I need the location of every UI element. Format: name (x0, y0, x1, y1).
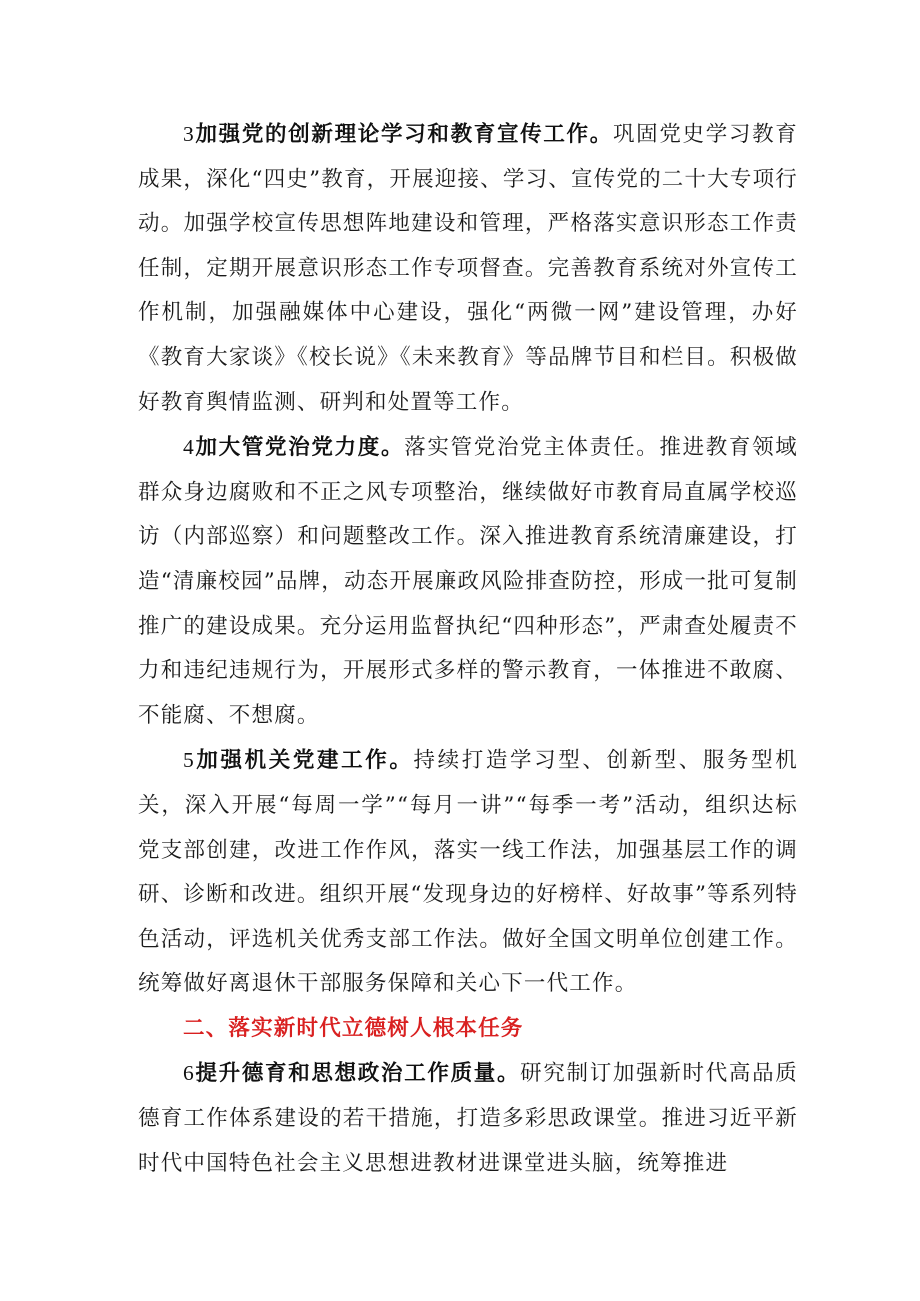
section-4-body: 落实管党治党主体责任。推进教育领域群众身边腐败和不正之风专项整治，继续做好市教育局直属学校巡访（内部巡察）和问题整改工作。深入推进教育系统清廉建设，打造“清廉校园”品牌，动态开展廉政风险排查防控，形成一批可复制推广的建设成果。充分运用监督执纪“四种形态”，严肃查处履责不力和违纪违规行为，开展形式多样的警示教育，一体推进不敢腐、不能腐、不想腐。 (138, 435, 798, 728)
section-4-title-text: 加大管党治党力度。 (194, 435, 405, 461)
section-6-number: 6 (183, 1061, 195, 1086)
section-4-title (183, 435, 404, 460)
section-6-body: 研究制订加强新时代高品质德育工作体系建设的若干措施，打造多彩思政课堂。推进习近平新时代中国特色社会主义思想进教材进课堂进头脑，统筹推进 (138, 1061, 798, 1176)
section-5-title-text: 加强机关党建工作。 (194, 748, 414, 774)
section-3-body: 巩固党史学习教育成果，深化“四史”教育，开展迎接、学习、宣传党的二十大专项行动。加强学校宣传思想阵地建设和管理，严格落实意识形态工作责任制，定期开展意识形态工作专项督查。完善教育系统对外宣传工作机制，加强融媒体中心建设，强化“两微一网”建设管理，办好《教育大家谈》《校长说》《未来教育》等品牌节目和栏目。积极做好教育舆情监测、研判和处置等工作。 (138, 122, 798, 415)
document-page (138, 112, 798, 1186)
section-5-body: 持续打造学习型、创新型、服务型机关，深入开展“每周一学”“每月一讲”“每季一考”活动，组织达标党支部创建，改进工作作风，落实一线工作法，加强基层工作的调研、诊断和改进。组织开展“发现身边的好榜样、好故事”等系列特色活动，评选机关优秀支部工作法。做好全国文明单位创建工作。统筹做好离退休干部服务保障和关心下一代工作。 (138, 748, 798, 997)
section-4-paragraph (138, 425, 798, 738)
section-6-title (183, 1061, 520, 1086)
section-3-title-text: 加强党的创新理论学习和教育宣传工作。 (194, 122, 613, 147)
section-6-title-text: 提升德育和思想政治工作质量。 (194, 1061, 521, 1087)
section-3-number: 3 (183, 122, 195, 146)
section-5-number: 5 (183, 748, 195, 773)
section-5-paragraph (138, 738, 798, 1007)
section-4-number: 4 (183, 435, 195, 460)
chapter-heading: 二、落实新时代立德树人根本任务 (183, 1015, 524, 1041)
section-3-paragraph (138, 112, 798, 425)
section-6-paragraph (138, 1051, 798, 1186)
section-5-title (183, 748, 413, 773)
section-3-title (183, 122, 613, 147)
